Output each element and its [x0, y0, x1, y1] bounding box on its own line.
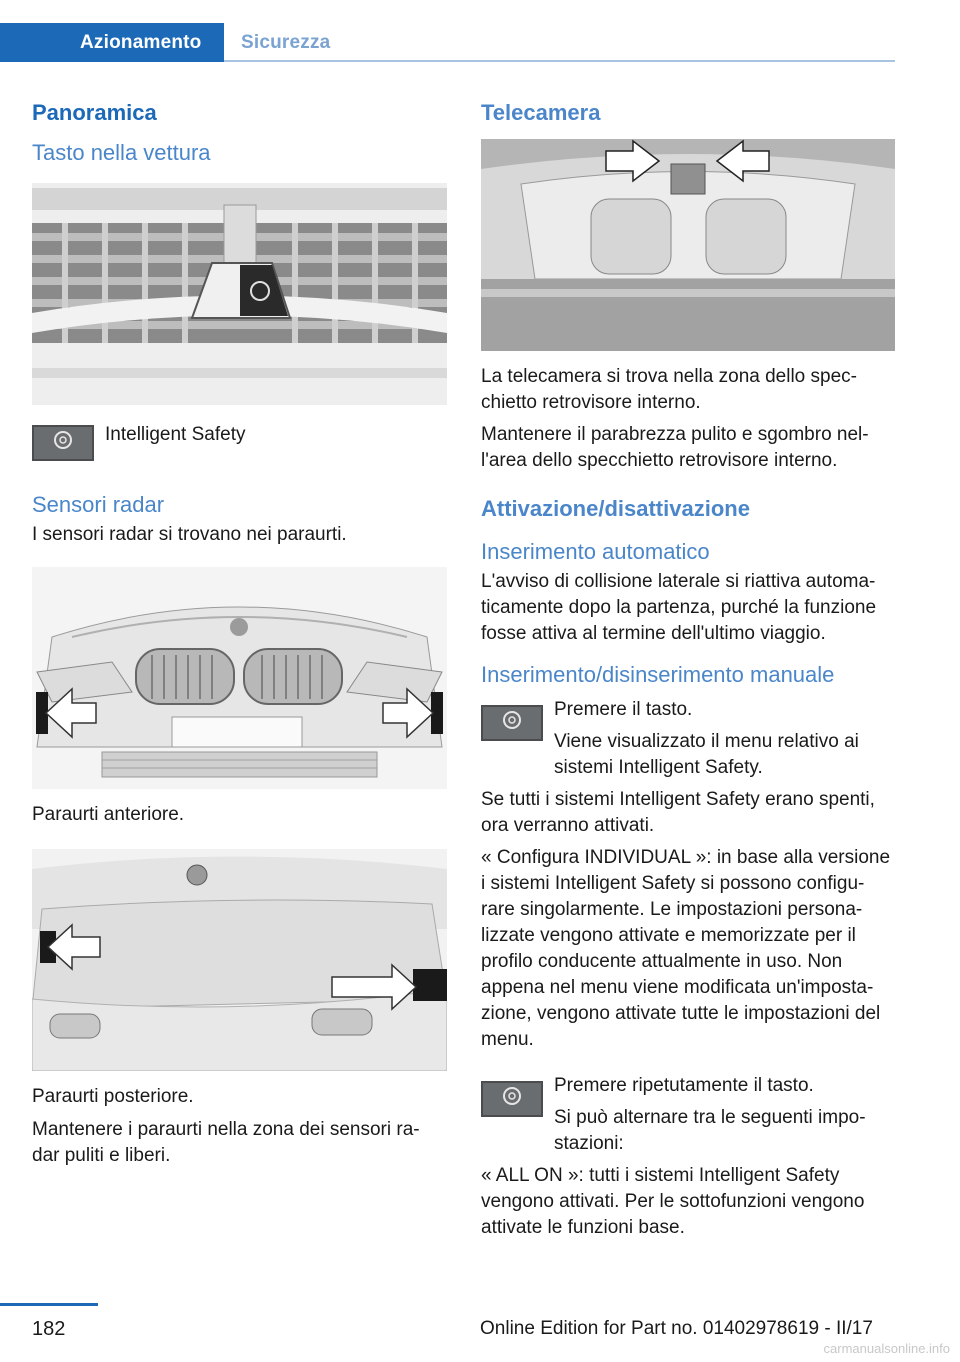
auto-text: L'avviso di collisione laterale si riattiva automa-ticamente dopo la partenza, purché la funzione fosse attiva al termine dell'ultimo viaggio. [481, 571, 877, 645]
tab-sicurezza-label[interactable]: Sicurezza [241, 32, 331, 53]
footer-divider [0, 1303, 98, 1306]
rear-bumper-illustration [32, 849, 447, 1071]
header-divider [224, 60, 895, 62]
watermark: carmanualsonline.info [823, 1341, 950, 1356]
rear-bumper-figure [32, 849, 447, 1071]
tab-azionamento-label: Azionamento [80, 32, 202, 53]
manual-step-1b [481, 729, 896, 781]
rear-text: Mantenere i paraurti nella zona dei sensori ra-dar puliti e liberi. [32, 1119, 420, 1167]
intelligent-safety-icon [53, 430, 73, 455]
page-number: 182 [32, 1318, 66, 1340]
intelligent-safety-button[interactable] [481, 1081, 543, 1117]
grille-button-figure [32, 183, 447, 405]
subtitle-sensori-radar: Sensori radar [32, 491, 165, 517]
section-title-panoramica: Panoramica [32, 100, 157, 125]
section-title-telecamera: Telecamera [481, 100, 601, 125]
edition-label: Online Edition for Part no. 01402978619 - II/17 [480, 1318, 873, 1339]
all-on-text: « ALL ON »: tutti i sistemi Intelligent Safety vengono attivati. Per le sottofunzioni vengono attivate le funzioni base. [481, 1164, 865, 1238]
front-caption: Paraurti anteriore. [32, 804, 185, 826]
manual-step-1b-text: Viene visualizzato il menu relativo ai sistemi Intelligent Safety. [554, 730, 859, 778]
front-bumper-figure [32, 567, 447, 789]
repeat-step-block [481, 1073, 896, 1157]
subtitle-inserimento-automatico: Inserimento automatico [481, 538, 710, 564]
right-column [481, 100, 896, 1241]
intelligent-safety-button-row [32, 425, 447, 469]
camera-text-2: Mantenere il parabrezza pulito e sgombro nel-l'area dello specchietto retrovisore interno. [481, 424, 869, 472]
front-bumper-illustration [32, 567, 447, 789]
camera-figure [481, 139, 895, 351]
manual-step-1: Premere il tasto. [554, 698, 693, 720]
manual-text-3: « Configura INDIVIDUAL »: in base alla versione i sistemi Intelligent Safety si possono configu-rare singolarmente. Le impostazioni persona-lizzate vengono attivate e memorizzate per il profilo conducente attualmente in uso. Non appena nel menu viene modificata un'imposta-zione, vengono attivate tutte le impostazioni del menu. [481, 846, 891, 1050]
intelligent-safety-icon [502, 1086, 522, 1111]
subtitle-tasto: Tasto nella vettura [32, 140, 211, 166]
repeat-step-1: Premere ripetutamente il tasto. [554, 1074, 814, 1096]
intelligent-safety-button[interactable] [481, 705, 543, 741]
left-column [32, 100, 447, 1169]
camera-text-1: La telecamera si trova nella zona dello spec-chietto retrovisore interno. [481, 366, 857, 414]
intelligent-safety-icon [502, 710, 522, 735]
radar-text: I sensori radar si trovano nei paraurti. [32, 524, 347, 546]
camera-illustration [481, 139, 895, 351]
manual-text-2: Se tutti i sistemi Intelligent Safety erano spenti, ora verranno attivati. [481, 788, 875, 836]
intelligent-safety-button[interactable] [32, 425, 94, 461]
subtitle-inserimento-manuale: Inserimento/disinserimento manuale [481, 662, 835, 688]
manual-step-block [481, 697, 896, 781]
page-header [0, 0, 960, 62]
section-title-attivazione: Attivazione/disattivazione [481, 496, 750, 522]
button-caption: Intelligent Safety [105, 423, 246, 445]
rear-caption: Paraurti posteriore. [32, 1086, 194, 1108]
grille-illustration [32, 183, 447, 405]
repeat-step-1b [481, 1105, 896, 1157]
repeat-step-1b-text: Si può alternare tra le seguenti impo-stazioni: [554, 1106, 866, 1154]
